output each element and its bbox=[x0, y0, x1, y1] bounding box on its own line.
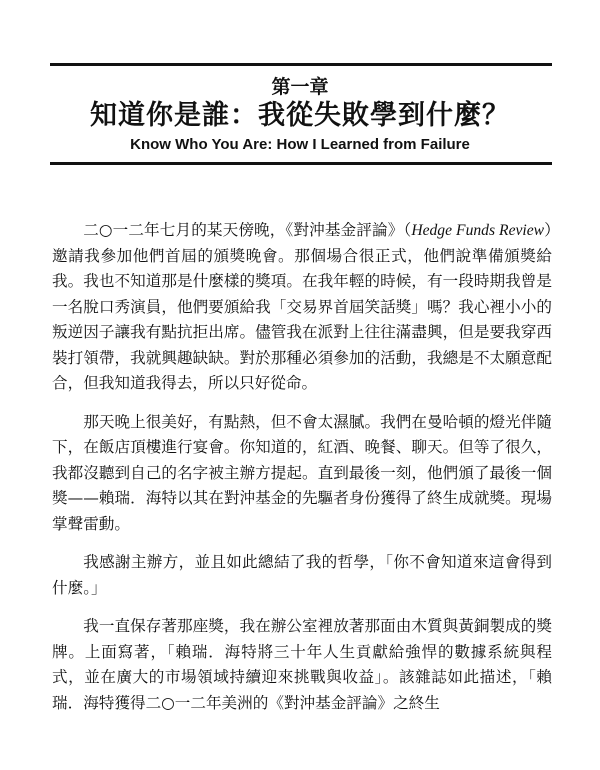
english-magazine-name: Hedge Funds Review bbox=[411, 222, 545, 239]
chapter-label: 第一章 bbox=[271, 76, 329, 98]
paragraph-1-start: 二○一二年七月的某天傍晚，《對沖基金評論》（ bbox=[83, 221, 412, 239]
chapter-title: 知道你是誰：我從失敗學到什麼？ bbox=[90, 100, 510, 131]
chapter-body bbox=[52, 218, 552, 729]
bottom-rule-divider bbox=[50, 162, 552, 165]
paragraph-1-rest: ）邀請我參加他們首屆的頒獎晚會。那個場合很正式，他們說準備頒獎給我。我也不知道那是什麼樣的獎項。在我年輕的時候，有一段時期我曾是一名脫口秀演員，他們要頒給我「交易界首屆笑話獎」嗎？我心裡小小的叛逆因子讓我有點抗拒出席。儘管我在派對上往往滿盡興，但是要我穿西裝打領帶，我就興趣缺缺。對於那種必須參加的活動，我總是不太願意配合，但我知道我得去，所以只好從命。 bbox=[52, 221, 552, 392]
paragraph-4: 我一直保存著那座獎，我在辦公室裡放著那面由木質與黃銅製成的獎牌。上面寫著，「賴瑞．海特將三十年人生貢獻給強悍的數據系統與程式，並在廣大的市場領域持續迎來挑戰與收益」。該雜誌如此描述，「賴瑞．海特獲得二○一二年美洲的《對沖基金評論》之終生 bbox=[52, 617, 552, 712]
paragraph-3: 我感謝主辦方，並且如此總結了我的哲學，「你不會知道來這會得到什麼。」 bbox=[52, 553, 552, 597]
paragraph-2: 那天晚上很美好，有點熱，但不會太濕膩。我們在曼哈頓的燈光伴隨下，在飯店頂樓進行宴會。你知道的，紅酒、晚餐、聊天。但等了很久，我都沒聽到自己的名字被主辦方提起。直到最後一刻，他們頒了最後一個獎——賴瑞．海特以其在對沖基金的先驅者身份獲得了終生成就獎。現場掌聲雷動。 bbox=[52, 412, 552, 533]
paragraph-1 bbox=[52, 218, 552, 397]
chapter-subtitle: Know Who You Are: How I Learned from Failure bbox=[130, 136, 470, 153]
top-rule-divider bbox=[50, 63, 552, 66]
